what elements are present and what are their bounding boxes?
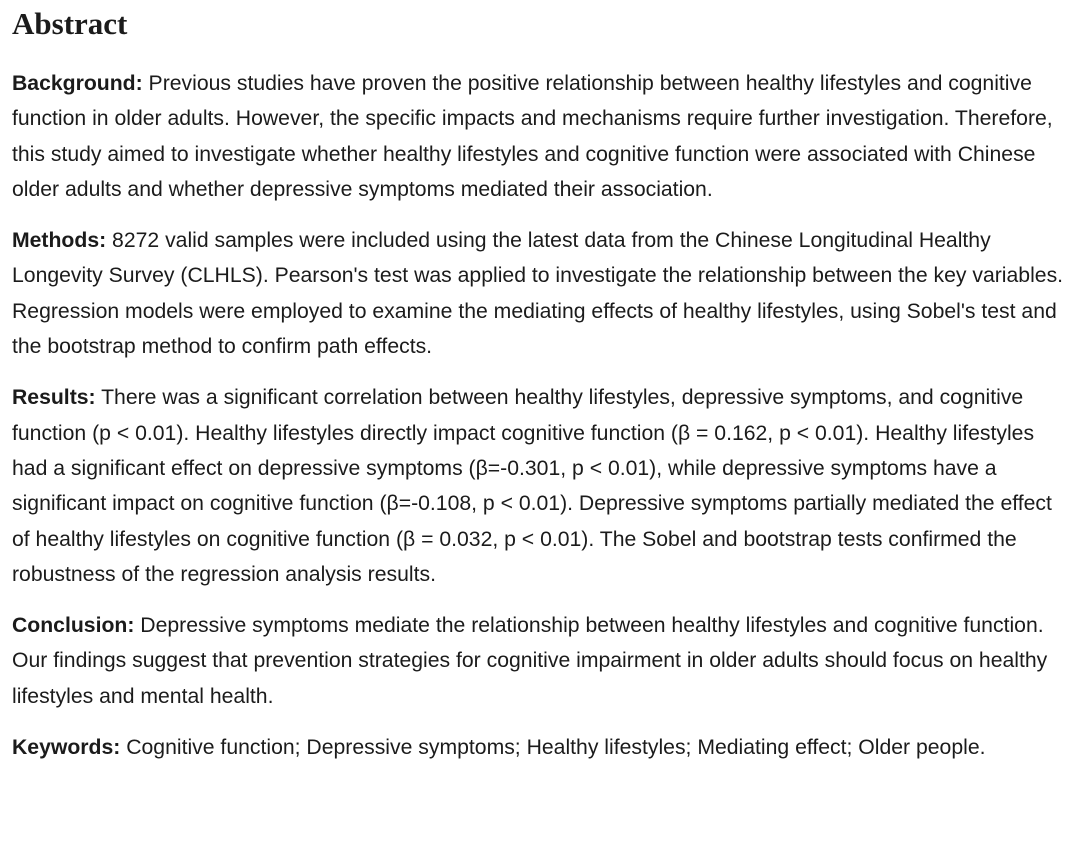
conclusion-label: Conclusion: — [12, 614, 135, 638]
methods-text: 8272 valid samples were included using the latest data from the Chinese Longitudinal Healthy Longevity Survey (CLHLS). Pearson's test was applied to investigate the relationship between the key variables. Regression models were employed to examine the mediating effects of healthy lifestyles, using Sobel's test and the bootstrap method to confirm path effects. — [12, 229, 1064, 359]
background-section — [12, 66, 1066, 207]
methods-label: Methods: — [12, 229, 107, 253]
results-text: There was a significant correlation between healthy lifestyles, depressive symptoms, and cognitive function (p < 0.01). Healthy lifestyles directly impact cognitive function (β = 0.162, p < 0.01). Healthy lifestyles had a significant effect on depressive symptoms (β=-0.301, p < 0.01), while depressive symptoms have a significant impact on cognitive function (β=-0.108, p < 0.01). Depressive symptoms partially mediated the effect of healthy lifestyles on cognitive function (β = 0.032, p < 0.01). The Sobel and bootstrap tests confirmed the robustness of the regression analysis results. — [12, 386, 1052, 586]
keywords-label: Keywords: — [12, 736, 121, 760]
conclusion-section — [12, 608, 1066, 714]
background-label: Background: — [12, 72, 143, 95]
results-section — [12, 380, 1066, 592]
keywords-text: Cognitive function; Depressive symptoms; Healthy lifestyles; Mediating effect; Older people. — [120, 736, 986, 760]
background-text: Previous studies have proven the positive relationship between healthy lifestyles and cognitive function in older adults. However, the specific impacts and mechanisms require further investigation. Therefore, this study aimed to investigate whether healthy lifestyles and cognitive function were associated with Chinese older adults and whether depressive symptoms mediated their association. — [12, 72, 1053, 201]
methods-section — [12, 223, 1066, 364]
conclusion-text: Depressive symptoms mediate the relationship between healthy lifestyles and cognitive function. Our findings suggest that prevention strategies for cognitive impairment in older adults should focus on healthy lifestyles and mental health. — [12, 614, 1048, 708]
abstract-heading: Abstract — [12, 6, 128, 41]
results-label: Results: — [12, 386, 96, 410]
keywords-section — [12, 730, 1066, 765]
